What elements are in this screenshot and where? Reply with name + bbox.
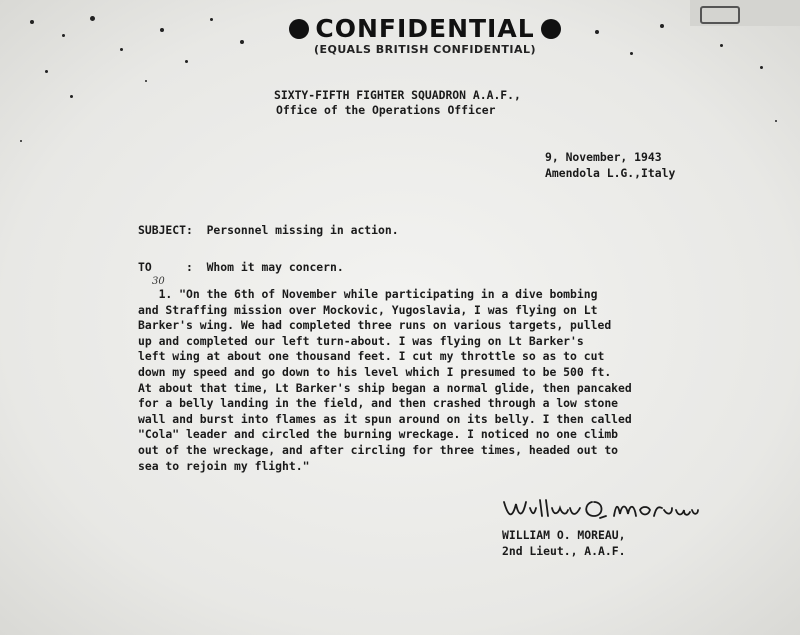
body-line: up and completed our left turn-about. I was flying on Lt Barker's xyxy=(138,333,584,348)
body-line: for a belly landing in the field, and then crashed through a low stone xyxy=(138,396,619,411)
stamp-dot-left xyxy=(289,19,309,39)
scan-speck xyxy=(775,120,777,122)
scan-speck xyxy=(210,18,213,21)
scan-speck xyxy=(720,44,723,47)
body-line: out of the wreckage, and after circling for three times, headed out to xyxy=(138,442,619,457)
body-line: Barker's wing. We had completed three runs on various targets, pulled xyxy=(138,318,612,333)
scan-speck xyxy=(160,28,164,32)
scan-corner-mark xyxy=(700,6,740,24)
signer-name: WILLIAM O. MOREAU, xyxy=(502,528,626,542)
subject-line: SUBJECT: Personnel missing in action. xyxy=(138,223,399,237)
scan-speck xyxy=(70,95,73,98)
scan-speck xyxy=(30,20,34,24)
letter-date: 9, November, 1943 xyxy=(545,150,662,164)
signer-rank: 2nd Lieut., A.A.F. xyxy=(502,544,626,558)
body-line: At about that time, Lt Barker's ship began a normal glide, then pancaked xyxy=(138,380,632,395)
scan-speck xyxy=(240,40,244,44)
body-line: sea to rejoin my flight." xyxy=(138,458,310,473)
scan-speck xyxy=(760,66,763,69)
scan-speck xyxy=(660,24,664,28)
body-line: "Cola" leader and circled the burning wreckage. I noticed no one climb xyxy=(138,427,619,442)
body-line: left wing at about one thousand feet. I cut my throttle so as to cut xyxy=(138,349,605,364)
body-line: and Straffing mission over Mockovic, Yugoslavia, I was flying on Lt xyxy=(138,302,598,317)
body-line: 1. "On the 6th of November while participating in a dive bombing xyxy=(138,287,598,301)
letterhead-office: Office of the Operations Officer xyxy=(276,103,496,117)
stamp-main-text: CONFIDENTIAL xyxy=(315,14,535,43)
scan-speck xyxy=(595,30,599,34)
handwritten-number: 30 xyxy=(152,276,165,287)
scan-speck xyxy=(45,70,48,73)
letter-location: Amendola L.G.,Italy xyxy=(545,166,676,180)
stamp-sub-text: (EQUALS BRITISH CONFIDENTIAL) xyxy=(314,43,536,56)
stamp-dot-right xyxy=(541,19,561,39)
handwritten-signature xyxy=(500,494,700,528)
scan-speck xyxy=(630,52,633,55)
scan-speck xyxy=(90,16,95,21)
statement-body xyxy=(138,287,718,474)
scan-speck xyxy=(145,80,147,82)
body-line: down my speed and go down to his level which I presumed to be 500 ft. xyxy=(138,364,612,379)
scan-speck xyxy=(20,140,22,142)
letterhead-unit: SIXTY-FIFTH FIGHTER SQUADRON A.A.F., xyxy=(274,88,521,102)
scan-speck xyxy=(62,34,65,37)
scan-speck xyxy=(185,60,188,63)
scan-speck xyxy=(120,48,123,51)
confidential-stamp xyxy=(280,14,570,56)
body-line: wall and burst into flames as it spun around on its belly. I then called xyxy=(138,411,632,426)
to-line: TO : Whom it may concern. xyxy=(138,260,344,274)
